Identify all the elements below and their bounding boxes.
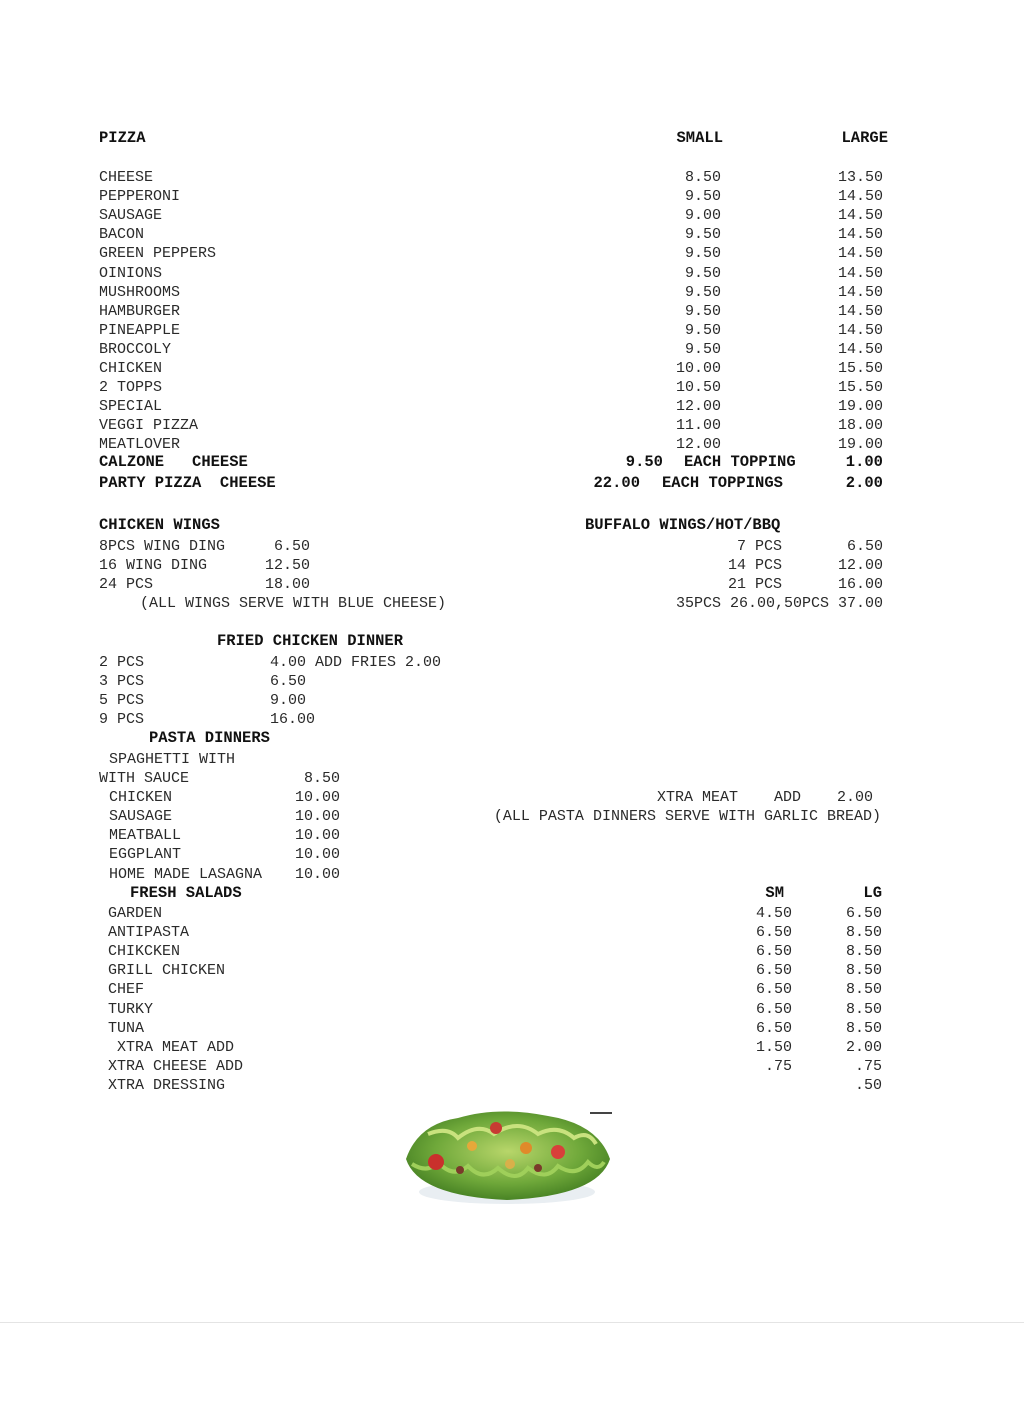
pizza-item-small-price: 12.00	[675, 436, 721, 454]
salad-item-name: TURKY	[108, 1000, 154, 1018]
calzone-topping-label: EACH TOPPING	[684, 453, 796, 471]
pizza-item-large-price: 14.50	[837, 340, 883, 358]
pasta-item-name: EGGPLANT	[109, 846, 182, 864]
pizza-item-small-price: 9.50	[684, 283, 721, 301]
pizza-item-small-price: 9.50	[684, 226, 721, 244]
pizza-item-large-price: 14.50	[837, 207, 883, 225]
salad-item-sm-price: 6.50	[755, 962, 792, 980]
pasta-item-price: 10.00	[294, 846, 340, 864]
fried-item-name: 9 PCS	[99, 711, 145, 728]
pasta-item-price: 10.00	[294, 808, 340, 826]
fried-item-price: 9.00	[270, 692, 307, 709]
salad-item-sm-price: 6.50	[755, 1019, 792, 1037]
salad-item-lg-price: 8.50	[845, 1019, 882, 1037]
pizza-item-small-price: 9.50	[684, 188, 721, 206]
salads-sm-header: SM	[765, 884, 784, 902]
pizza-item-large-price: 14.50	[837, 321, 883, 339]
pizza-item-large-price: 14.50	[837, 245, 883, 263]
pizza-item-name: MEATLOVER	[99, 436, 181, 454]
salad-item-lg-price: 8.50	[845, 1000, 882, 1018]
pasta-item-price: 10.00	[294, 789, 340, 807]
salad-item-lg-price: 8.50	[845, 962, 882, 980]
pizza-item-small-price: 12.00	[675, 398, 721, 416]
pizza-item-small-price: 9.50	[684, 264, 721, 282]
salad-item-sm-price: 1.50	[755, 1038, 792, 1056]
salad-item-lg-price: .75	[854, 1057, 882, 1075]
salad-item-sm-price: .75	[764, 1057, 792, 1075]
pasta-item-name: CHICKEN	[109, 789, 173, 807]
pasta-xtra: XTRA MEAT ADD 2.00	[656, 789, 873, 806]
pizza-item-large-price: 13.50	[837, 169, 883, 186]
salad-item-name: XTRA MEAT ADD	[108, 1038, 235, 1056]
salad-item-sm-price: 6.50	[755, 924, 792, 942]
pasta-item-price: 8.50	[303, 770, 340, 787]
buffalo-item-name: 14 PCS	[727, 557, 782, 574]
salads-title: FRESH SALADS	[130, 884, 242, 902]
fried-item-price: 4.00 ADD FRIES 2.00	[270, 654, 442, 671]
pasta-line1: SPAGHETTI WITH	[109, 751, 236, 768]
scan-edge-line	[0, 1322, 1024, 1323]
pizza-item-small-price: 9.50	[684, 302, 721, 320]
pizza-item-small-price: 10.50	[675, 379, 721, 397]
pizza-item-large-price: 15.50	[837, 379, 883, 397]
pizza-item-large-price: 19.00	[837, 398, 883, 416]
salad-item-sm-price: 6.50	[755, 981, 792, 999]
pizza-item-name: MUSHROOMS	[99, 283, 181, 301]
salad-item-lg-price: 8.50	[845, 943, 882, 961]
salad-item-name: XTRA DRESSING	[108, 1076, 226, 1094]
pasta-item-price: 10.00	[294, 865, 340, 883]
pizza-item-large-price: 14.50	[837, 226, 883, 244]
pizza-item-name: PEPPERONI	[99, 188, 181, 206]
pasta-item-name: WITH SAUCE	[99, 770, 190, 787]
salad-item-name: ANTIPASTA	[108, 924, 190, 942]
pizza-item-small-price: 9.00	[684, 207, 721, 225]
pizza-item-large-price: 14.50	[837, 264, 883, 282]
pasta-item-name: SAUSAGE	[109, 808, 173, 826]
party-topping-label: EACH TOPPINGS	[662, 474, 783, 492]
pizza-item-large-price: 19.00	[837, 436, 883, 454]
salad-item-lg-price: .50	[854, 1076, 882, 1094]
pizza-item-large-price: 14.50	[837, 283, 883, 301]
fried-item-name: 2 PCS	[99, 654, 145, 671]
chicken-wings-title: CHICKEN WINGS	[99, 516, 220, 534]
buffalo-item-price: 12.00	[837, 557, 883, 574]
fried-item-price: 16.00	[270, 711, 316, 728]
salad-item-name: GRILL CHICKEN	[108, 962, 226, 980]
salad-item-lg-price: 8.50	[845, 924, 882, 942]
pizza-item-large-price: 18.00	[837, 417, 883, 435]
pizza-item-small-price: 9.50	[684, 340, 721, 358]
pizza-item-small-price: 11.00	[675, 417, 721, 435]
pasta-note: (ALL PASTA DINNERS SERVE WITH GARLIC BREAD)	[493, 808, 881, 825]
salad-bowl-icon	[398, 1104, 616, 1206]
pizza-title: PIZZA	[99, 129, 146, 147]
buffalo-item-name: 7 PCS	[736, 538, 782, 555]
pizza-small-header: SMALL	[676, 129, 723, 147]
pizza-item-name: PINEAPPLE	[99, 321, 181, 339]
calzone-topping-price: 1.00	[845, 453, 883, 471]
calzone-price: 9.50	[625, 453, 663, 471]
pizza-item-name: CHICKEN	[99, 360, 163, 377]
pizza-item-small-price: 8.50	[684, 169, 721, 186]
pizza-item-name: SAUSAGE	[99, 207, 163, 225]
buffalo-wings-title: BUFFALO WINGS/HOT/BBQ	[585, 516, 781, 534]
pizza-item-small-price: 10.00	[675, 360, 721, 377]
salads-lg-header: LG	[863, 884, 882, 902]
pizza-item-large-price: 15.50	[837, 360, 883, 377]
buffalo-item-price: 16.00	[837, 576, 883, 593]
wing-item-name: 16 WING DING	[99, 557, 208, 574]
wing-item-price: 6.50	[273, 538, 310, 555]
buffalo-wings-extra: 35PCS 26.00,50PCS 37.00	[675, 595, 883, 612]
salad-item-sm-price: 6.50	[755, 1000, 792, 1018]
pizza-item-small-price: 9.50	[684, 321, 721, 339]
calzone-label: CALZONE CHEESE	[99, 453, 248, 471]
pasta-title: PASTA DINNERS	[149, 729, 270, 747]
pizza-item-name: OINIONS	[99, 264, 163, 282]
salad-item-lg-price: 6.50	[845, 905, 882, 922]
fried-item-name: 5 PCS	[99, 692, 145, 709]
pizza-item-name: 2 TOPPS	[99, 379, 163, 397]
salad-item-sm-price: 4.50	[755, 905, 792, 922]
pizza-item-name: HAMBURGER	[99, 302, 181, 320]
party-topping-price: 2.00	[845, 474, 883, 492]
pizza-item-small-price: 9.50	[684, 245, 721, 263]
pizza-item-name: SPECIAL	[99, 398, 163, 416]
pasta-item-name: MEATBALL	[109, 827, 182, 845]
pizza-item-name: VEGGI PIZZA	[99, 417, 199, 435]
salad-item-lg-price: 8.50	[845, 981, 882, 999]
wing-item-price: 12.50	[264, 557, 310, 574]
fried-chicken-title: FRIED CHICKEN DINNER	[217, 632, 404, 650]
salad-item-name: GARDEN	[108, 905, 163, 922]
salad-item-name: CHEF	[108, 981, 145, 999]
fried-item-price: 6.50	[270, 673, 307, 690]
pasta-item-price: 10.00	[294, 827, 340, 845]
salad-item-name: CHIKCKEN	[108, 943, 181, 961]
pizza-item-name: CHEESE	[99, 169, 154, 186]
salad-item-name: XTRA CHEESE ADD	[108, 1057, 244, 1075]
fried-item-name: 3 PCS	[99, 673, 145, 690]
wing-item-name: 8PCS WING DING	[99, 538, 226, 555]
pizza-large-header: LARGE	[841, 129, 888, 147]
pizza-item-name: BACON	[99, 226, 145, 244]
party-label: PARTY PIZZA CHEESE	[99, 474, 276, 492]
pizza-item-large-price: 14.50	[837, 302, 883, 320]
buffalo-item-name: 21 PCS	[727, 576, 782, 593]
party-price: 22.00	[593, 474, 640, 492]
salad-item-lg-price: 2.00	[845, 1038, 882, 1056]
wing-item-name: 24 PCS	[99, 576, 154, 593]
salad-item-sm-price: 6.50	[755, 943, 792, 961]
pizza-item-name: GREEN PEPPERS	[99, 245, 217, 263]
buffalo-item-price: 6.50	[846, 538, 883, 555]
salad-item-name: TUNA	[108, 1019, 145, 1037]
pizza-item-name: BROCCOLY	[99, 340, 172, 358]
wing-item-price: 18.00	[264, 576, 310, 593]
pizza-item-large-price: 14.50	[837, 188, 883, 206]
wings-note: (ALL WINGS SERVE WITH BLUE CHEESE)	[140, 595, 447, 612]
pasta-item-name: HOME MADE LASAGNA	[109, 865, 263, 883]
